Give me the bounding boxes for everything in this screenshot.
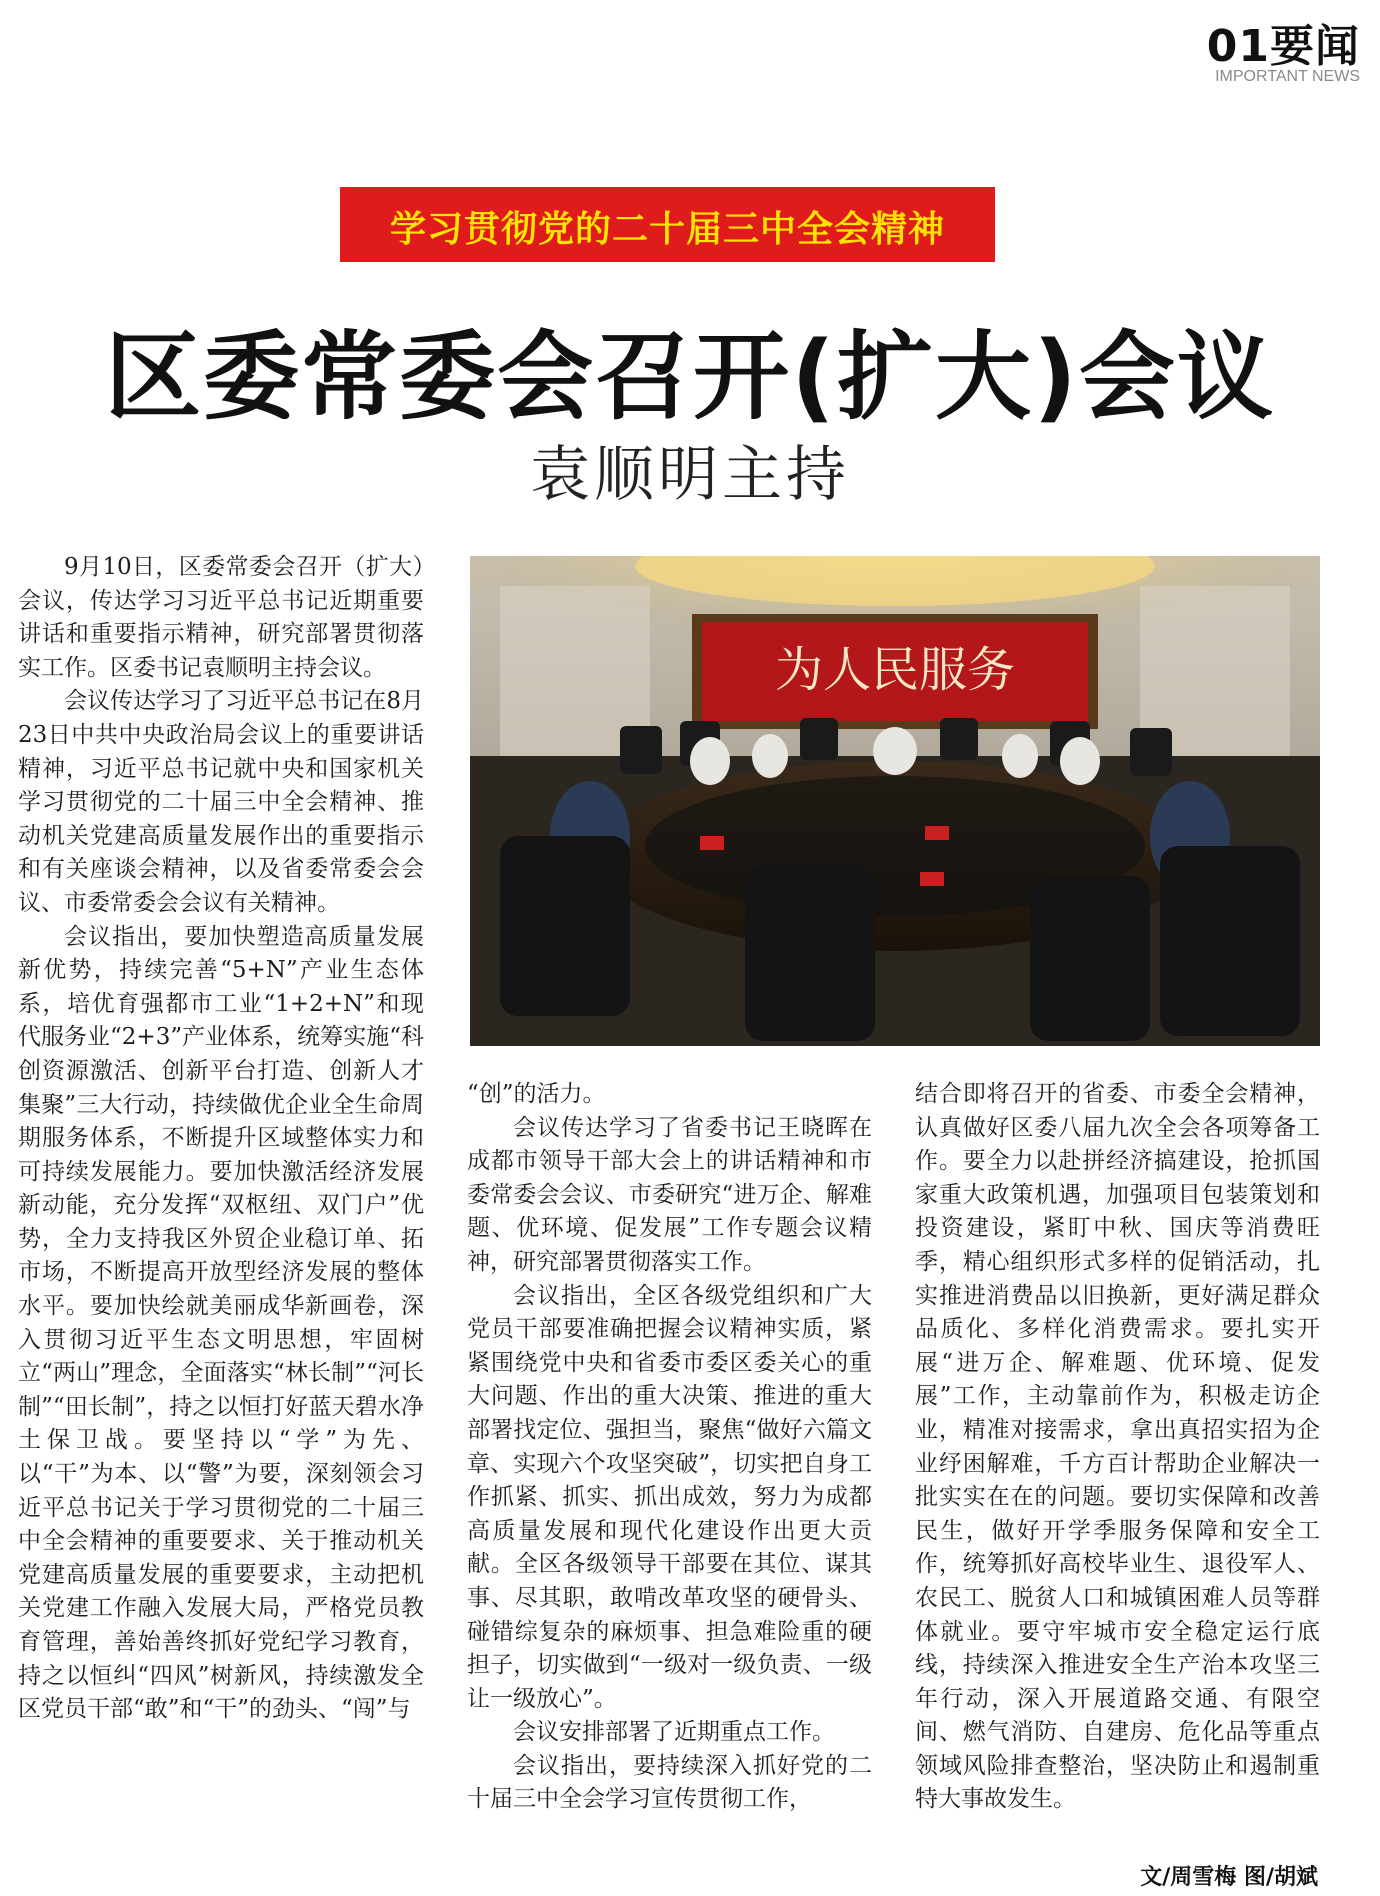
- paragraph: “创”的活力。: [467, 1081, 606, 1107]
- paragraph: 9月10日，区委常委会召开（扩大）会议，传达学习习近平总书记近期重要讲话和重要指示精神，研究部署贯彻落实工作。区委书记袁顺明主持会议。: [18, 554, 424, 681]
- byline: 文/周雪梅 图/胡斌: [1140, 1865, 1318, 1890]
- paragraph: 会议传达学习了省委书记王晓晖在成都市领导干部大会上的讲话精神和市委常委会会议、市委研究“进万企、解难题、优环境、促发展”工作专题会议精神，研究部署贯彻落实工作。: [467, 1114, 872, 1275]
- paragraph: 结合即将召开的省委、市委全会精神，认真做好区委八届九次全会各项筹备工作。要全力以赴拼经济搞建设，抢抓国家重大政策机遇，加强项目包装策划和投资建设，紧盯中秋、国庆等消费旺季，精心组织形式多样的促销活动，扎实推进消费品以旧换新，更好满足群众品质化、多样化消费需求。要扎实开展“进万企、解难题、优环境、促发展”工作，主动靠前作为，积极走访企业，精准对接需求，拿出真招实招为企业纾困解难，千方百计帮助企业解决一批实实在在的问题。要切实保障和改善民生，做好开学季服务保障和安全工作，统筹抓好高校毕业生、退役军人、农民工、脱贫人口和城镇困难人员等群体就业。要守牢城市安全稳定运行底线，持续深入推进安全生产治本攻坚三年行动，深入开展道路交通、有限空间、燃气消防、自建房、危化品等重点领域风险排查整治，坚决防止和遏制重特大事故发生。: [915, 1081, 1320, 1813]
- paragraph: 会议安排部署了近期重点工作。: [513, 1719, 835, 1746]
- paragraph: 会议指出，全区各级党组织和广大党员干部要准确把握会议精神实质，紧紧围绕党中央和省委市委区委关心的重大问题、作出的重大决策、推进的重大部署找定位、强担当，聚焦“做好六篇文章、实现六个攻坚突破”，切实把自身工作抓紧、抓实、抓出成效，努力为成都高质量发展和现代化建设作出更大贡献。全区各级领导干部要在其位、谋其事、尽其职，敢啃改革攻坚的硬骨头、碰错综复杂的麻烦事、担急难险重的硬担子，切实做到“一级对一级负责、一级让一级放心”。: [467, 1282, 872, 1712]
- meeting-photo: [470, 556, 1320, 1046]
- topic-banner: [340, 187, 995, 262]
- article-column-1: [18, 551, 424, 1896]
- paragraph: 会议传达学习了习近平总书记在8月23日中共中央政治局会议上的重要讲话精神，习近平总书记就中央和国家机关学习贯彻党的二十届三中全会精神、推动机关党建高质量发展作出的重要指示和有关座谈会精神，以及省委常委会会议、市委常委会会议有关精神。: [18, 688, 424, 916]
- section-english-label: IMPORTANT NEWS: [1215, 68, 1360, 85]
- meeting-photo-image: [470, 556, 1320, 1046]
- topic-banner-text: 学习贯彻党的二十届三中全会精神: [389, 209, 945, 250]
- article-column-3: [915, 1078, 1320, 1868]
- paragraph: 会议指出，要加快塑造高质量发展新优势，持续完善“5+N”产业生态体系，培优育强都市工业“1+2+N”和现代服务业“2+3”产业体系，统筹实施“科创资源激活、创新平台打造、创新人才集聚”三大行动，持续做优企业全生命周期服务体系，不断提升区域整体实力和可持续发展能力。要加快激活经济发展新动能，充分发挥“双枢纽、双门户”优势，全力支持我区外贸企业稳订单、拓市场，不断提高开放型经济发展的整体水平。要加快绘就美丽成华新画卷，深入贯彻习近平生态文明思想，牢固树立“两山”理念，全面落实“林长制”“河长制”“田长制”，持之以恒打好蓝天碧水净土保卫战。要坚持以“学”为先、以“干”为本、以“警”为要，深刻领会习近平总书记关于学习贯彻党的二十届三中全会精神的重要要求、关于推动机关党建高质量发展的重要要求，主动把机关党建工作融入发展大局，严格党员教育管理，善始善终抓好党纪学习教育，持之以恒纠“四风”树新风，持续激发全区党员干部“敢”和“干”的劲头、“闯”与: [18, 923, 424, 1723]
- article-column-2: [467, 1078, 872, 1896]
- paragraph: 会议指出，要持续深入抓好党的二十届三中全会学习宣传贯彻工作，: [467, 1752, 872, 1813]
- page-title: 区委常委会召开(扩大)会议: [105, 321, 1275, 433]
- section-number: 01要闻: [1206, 21, 1360, 72]
- calligraphy-text: 为人民服务: [774, 642, 1016, 698]
- subtitle: 袁顺明主持: [530, 440, 850, 510]
